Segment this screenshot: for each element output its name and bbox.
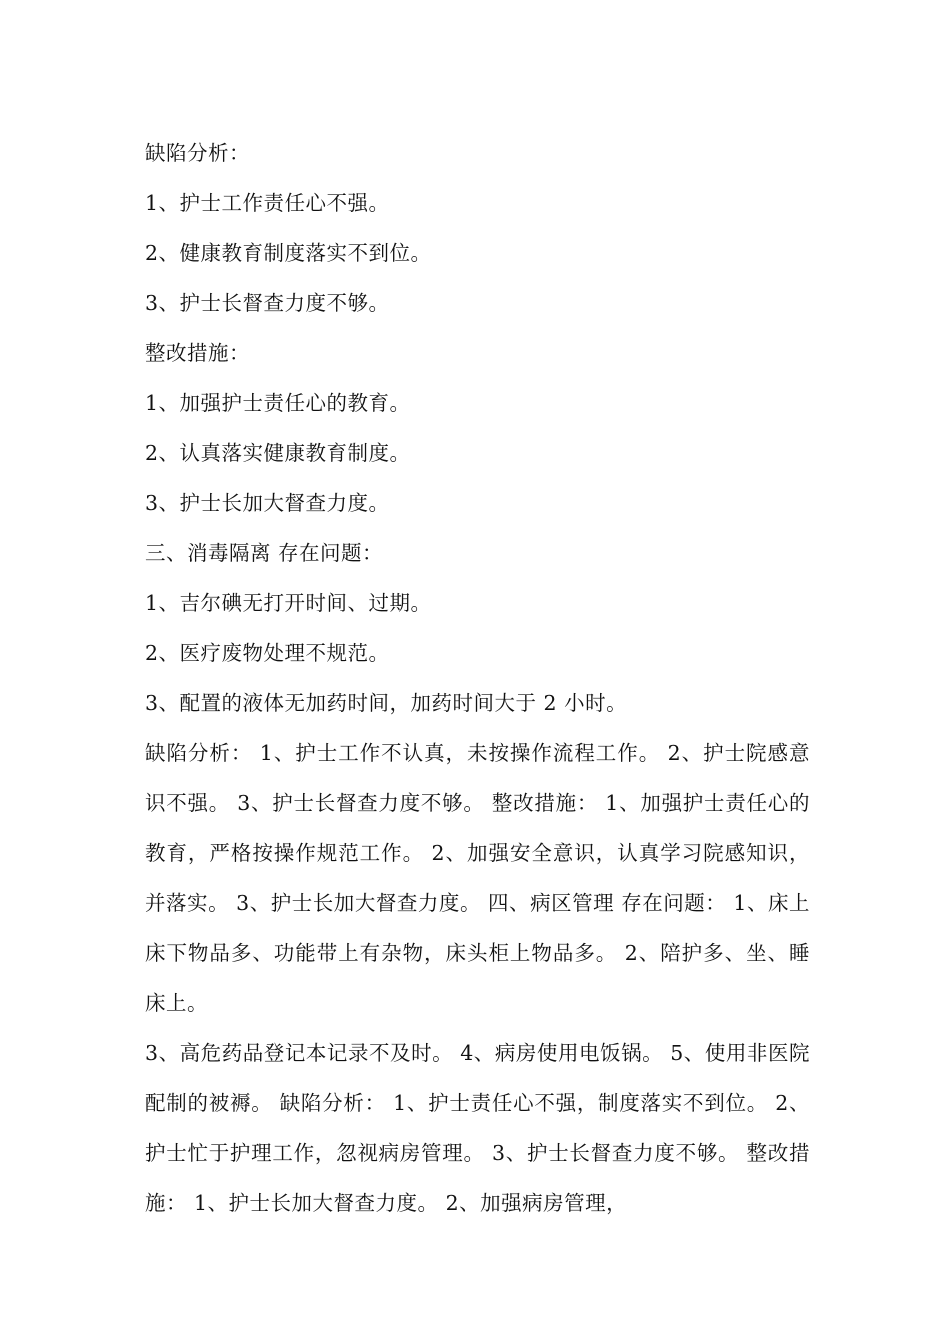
heading-defect-analysis: 缺陷分析：: [145, 141, 250, 165]
section-heading-disinfection: 三、消毒隔离 存在问题：: [145, 541, 384, 565]
body-paragraph: 3、高危药品登记本记录不及时。 4、病房使用电饭锅。 5、使用非医院配制的被褥。 缺陷分析： 1、护士责任心不强，制度落实不到位。 2、护士忙于护理工作，忽视病房管理。 3、护士长督查力度不够。 整改措施： 1、护士长加大督查力度。 2、加强病房管理，: [145, 1041, 810, 1215]
list-item: 1、护士工作责任心不强。: [145, 191, 390, 215]
list-item: 1、吉尔碘无打开时间、过期。: [145, 591, 432, 615]
list-item: 2、医疗废物处理不规范。: [145, 641, 390, 665]
heading-corrective-measures: 整改措施：: [145, 341, 250, 365]
body-paragraph: 缺陷分析： 1、护士工作不认真，未按操作流程工作。 2、护士院感意识不强。 3、护士长督查力度不够。 整改措施： 1、加强护士责任心的教育，严格按操作规范工作。 2、加强安全意识，认真学习院感知识，并落实。 3、护士长加大督查力度。 四、病区管理 存在问题： 1、床上床下物品多、功能带上有杂物，床头柜上物品多。 2、陪护多、坐、睡床上。: [145, 741, 810, 1015]
list-item: 2、认真落实健康教育制度。: [145, 441, 411, 465]
list-item: 3、护士长加大督查力度。: [145, 491, 390, 515]
list-item: 2、健康教育制度落实不到位。: [145, 241, 432, 265]
list-item: 3、配置的液体无加药时间，加药时间大于 2 小时。: [145, 691, 628, 715]
document-body: [145, 128, 810, 1228]
list-item: 3、护士长督查力度不够。: [145, 291, 390, 315]
list-item: 1、加强护士责任心的教育。: [145, 391, 411, 415]
